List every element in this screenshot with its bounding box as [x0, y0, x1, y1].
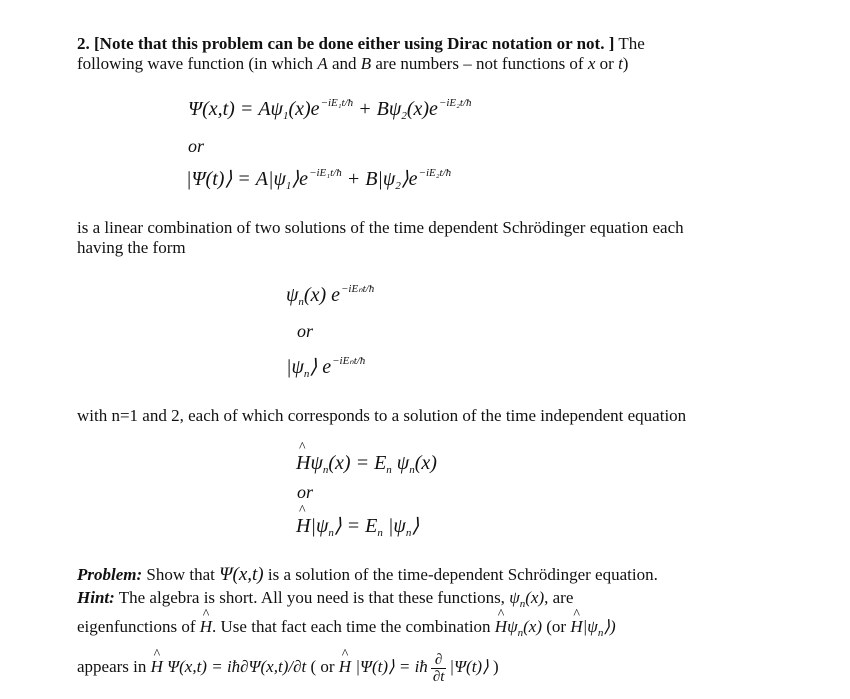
problem-text-b: is a solution of the time-dependent Schrödinger equation.: [263, 565, 658, 584]
eq4-b: ⟩ e: [309, 356, 332, 378]
eq4-exp: −iEₙt/ħ: [332, 355, 366, 367]
hint-psi: ψ: [509, 588, 520, 607]
eq5-sub2: n: [386, 464, 392, 476]
hint-H: ^ H: [200, 617, 212, 637]
hint-line3-b: Ψ(x,t) = iħ∂Ψ(x,t)/∂t: [162, 657, 307, 676]
intro-and: and: [327, 54, 361, 73]
var-x: x: [587, 54, 596, 73]
var-A: A: [317, 54, 328, 73]
eq6-d: ⟩: [411, 515, 420, 537]
hint-combo-a: ψ: [507, 617, 518, 636]
hint-combo2-a: |ψ: [582, 617, 598, 636]
hint-line2-c: (or: [542, 617, 571, 636]
or-label-2: or: [297, 321, 314, 341]
or-label-1: or: [188, 136, 205, 156]
equation-wavefunction-dirac: [186, 166, 451, 192]
hint-text-a: The algebra is short. All you need is that these functions,: [114, 588, 510, 607]
eq3-sub: n: [298, 296, 304, 308]
hint-line2-a: eigenfunctions of: [77, 617, 200, 636]
para1-line-1: is a linear combination of two solutions of the time dependent Schrödinger equation each: [77, 218, 684, 237]
eq2-mid1: ⟩e: [291, 168, 309, 190]
eq5-H: ^ H: [296, 452, 310, 475]
eq2-lhs: |Ψ(t)⟩ = A|ψ: [186, 168, 286, 190]
hint-line3-a: appears in: [77, 657, 151, 676]
hint-text-b: , are: [544, 588, 574, 607]
equation-form-dirac: [286, 354, 365, 380]
equation-wavefunction: [188, 97, 472, 122]
frac-num: ∂: [431, 652, 447, 669]
eq6-sub2: n: [377, 527, 383, 539]
frac-den: ∂t: [432, 668, 445, 685]
eq5-d: (x): [414, 452, 437, 474]
intro-text-b: are numbers – not functions of: [371, 54, 588, 73]
intro-text-a: following wave function (in which: [77, 54, 318, 73]
hint-combo2-sub: n: [597, 627, 604, 639]
eq1-sub1: 1: [282, 110, 289, 122]
problem-label: Problem:: [77, 565, 143, 584]
eq6-H: ^ H: [296, 515, 310, 538]
note-rest: The: [614, 34, 645, 53]
eq1-mid3: (x)e: [406, 98, 438, 120]
eq1-sub2: 2: [401, 110, 407, 122]
note-bold: [Note that this problem can be done either using Dirac notation or not. ]: [94, 34, 615, 53]
eq5-sub1: n: [322, 464, 329, 476]
para1-line-2: having the form: [77, 238, 186, 257]
var-B: B: [360, 54, 372, 73]
problem-line: [77, 565, 658, 585]
eq5-sub3: n: [409, 464, 415, 476]
eq5-c: ψ: [391, 452, 410, 474]
problem-psi: Ψ(x,t): [219, 564, 264, 585]
eq6-sub3: n: [405, 527, 412, 539]
hint-sub: n: [519, 598, 526, 610]
intro-line-1: [77, 34, 645, 54]
eq3-exp: −iEₙt/ħ: [341, 283, 375, 295]
problem-number: 2.: [77, 34, 90, 53]
problem-text-a: Show that: [142, 565, 220, 584]
intro-close: ): [622, 54, 629, 73]
eq2-mid2: + B|ψ: [341, 168, 396, 190]
equation-form: [286, 282, 374, 308]
or-label-3: or: [297, 482, 314, 502]
hint-line3-d: |Ψ(t)⟩ = iħ: [351, 657, 428, 676]
hint-combo-b: (x): [523, 617, 543, 636]
eq6-b: ⟩ = E: [333, 515, 378, 537]
var-t: t: [618, 54, 623, 73]
eq6-c: |ψ: [382, 515, 406, 537]
hint-line3-H2: ^ H: [339, 650, 351, 684]
hint-combo-sub: n: [517, 627, 524, 639]
eq1-mid2: + Bψ: [353, 98, 402, 120]
eq2-exp1: −iE₁t/ħ: [309, 167, 342, 179]
hint-psi-b: (x): [525, 588, 545, 607]
hint-line3-e: |Ψ(t)⟩: [449, 657, 489, 676]
eq1-lhs: Ψ(x,t) = Aψ: [188, 98, 283, 120]
intro-or: or: [595, 54, 619, 73]
eq6-a: |ψ: [310, 515, 329, 537]
eq2-sub2: 2: [395, 180, 401, 192]
hint-line3-f: ): [488, 657, 499, 676]
eq3-b: (x) e: [303, 284, 340, 306]
intro-line-2: [77, 54, 628, 74]
eq1-exp1: −iE₁t/ħ: [320, 97, 354, 109]
hint-combo2-b: ⟩): [603, 617, 616, 636]
hint-combo-H: ^ H: [495, 617, 507, 637]
eq1-exp2: −iE₂t/ħ: [438, 97, 472, 109]
eq3-a: ψ: [286, 284, 299, 306]
eq4-a: |ψ: [286, 356, 304, 378]
equation-eigen-dirac: [296, 513, 419, 539]
eq2-exp2: −iE₂t/ħ: [418, 167, 452, 179]
eq1-mid1: (x)e: [288, 98, 320, 120]
para2-line: with n=1 and 2, each of which corresponds to a solution of the time independent equation: [77, 406, 687, 425]
equation-eigen: [296, 452, 437, 476]
hint-combo2-H: ^ H: [570, 617, 582, 637]
eq5-b: (x) = E: [328, 452, 387, 474]
eq2-mid3: ⟩e: [400, 168, 418, 190]
hint-line-3: [77, 650, 499, 685]
eq4-sub: n: [303, 368, 310, 380]
partial-fraction: [431, 652, 447, 685]
hint-label: Hint:: [77, 588, 115, 607]
eq2-sub1: 1: [285, 180, 292, 192]
hint-line3-c: ( or: [306, 657, 339, 676]
eq6-sub1: n: [328, 527, 334, 539]
hint-line3-H: ^ H: [151, 650, 163, 684]
eq5-a: ψ: [310, 452, 323, 474]
hint-line2-b: . Use that fact each time the combination: [212, 617, 495, 636]
